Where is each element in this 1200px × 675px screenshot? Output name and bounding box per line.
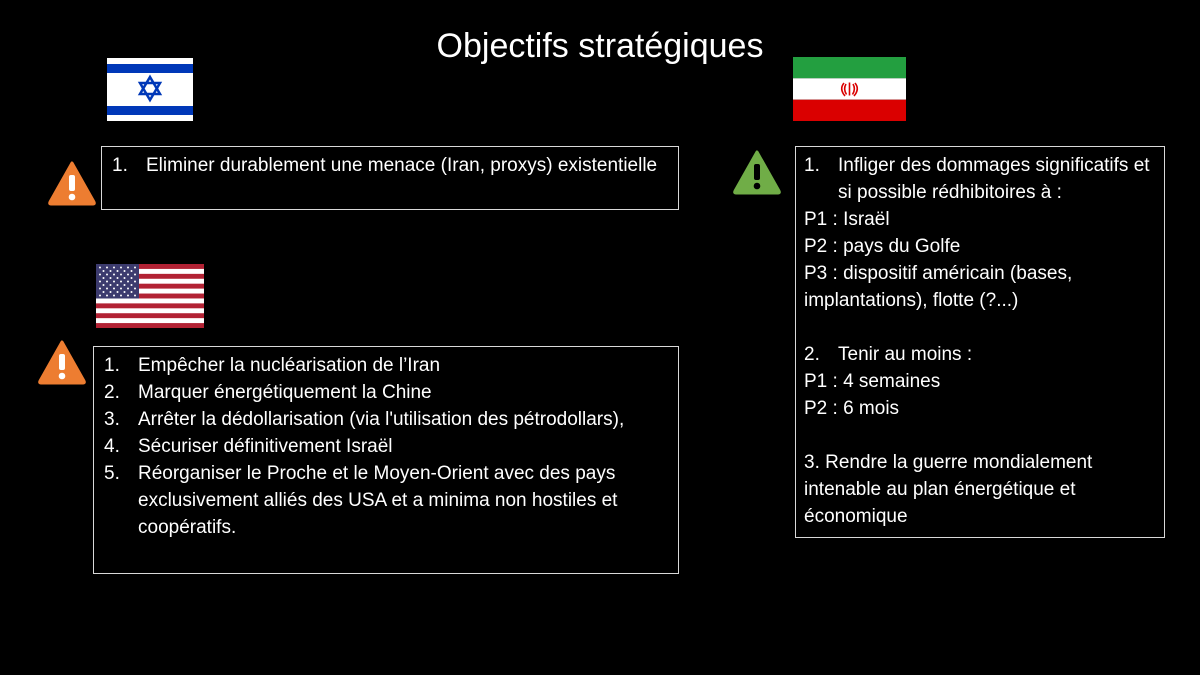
list-number: 5. xyxy=(104,463,120,484)
iran-objectives-list-2 xyxy=(804,341,1156,368)
list-text: Infliger des dommages significatifs et si possible rédhibitoires à : xyxy=(838,155,1150,203)
list-text: Sécuriser définitivement Israël xyxy=(138,436,393,457)
list-number: 1. xyxy=(112,155,128,176)
priority-line: P2 : 6 mois xyxy=(804,398,900,419)
warning-triangle-icon xyxy=(732,149,782,195)
warning-triangle-icon xyxy=(47,160,97,206)
list-text: Marquer énergétiquement la Chine xyxy=(138,382,432,403)
list-text: Eliminer durablement une menace (Iran, proxys) existentielle xyxy=(146,155,658,176)
list-item xyxy=(104,460,666,541)
list-item xyxy=(112,152,668,179)
usa-objectives-list xyxy=(104,352,666,541)
usa-flag xyxy=(96,264,204,328)
list-text: Réorganiser le Proche et le Moyen-Orient avec des pays exclusivement alliés des USA et a minima non hostiles et coopératifs. xyxy=(138,463,618,538)
priority-line: P1 : Israël xyxy=(804,209,890,230)
iran-objectives-list xyxy=(804,152,1156,206)
iran-objectives-box xyxy=(795,146,1165,538)
priority-line: P3 : dispositif américain (bases, implantations), flotte (?...) xyxy=(804,263,1073,311)
priority-line: P1 : 4 semaines xyxy=(804,371,941,392)
list-item xyxy=(804,152,1156,206)
iran-flag xyxy=(793,57,906,121)
list-item xyxy=(104,433,666,460)
warning-triangle-icon xyxy=(37,339,87,385)
israel-flag xyxy=(107,58,193,121)
list-number: 1. xyxy=(104,355,120,376)
priority-line: P2 : pays du Golfe xyxy=(804,236,961,257)
list-text: Empêcher la nucléarisation de l’Iran xyxy=(138,355,441,376)
slide-title: Objectifs stratégiques xyxy=(436,27,764,65)
israel-objectives-list xyxy=(112,152,668,179)
spacer xyxy=(804,422,1156,449)
list-item xyxy=(104,406,666,433)
list-number: 4. xyxy=(104,436,120,457)
list-item xyxy=(804,341,1156,368)
list-number: 3. xyxy=(104,409,120,430)
usa-objectives-box xyxy=(93,346,679,574)
list-number: 2. xyxy=(804,344,820,365)
list-item xyxy=(104,352,666,379)
list-number: 1. xyxy=(804,155,820,176)
israel-objectives-box xyxy=(101,146,679,210)
spacer xyxy=(804,314,1156,341)
objective-item-3: 3. Rendre la guerre mondialement intenable au plan énergétique et économique xyxy=(804,452,1093,527)
list-item xyxy=(104,379,666,406)
list-number: 2. xyxy=(104,382,120,403)
list-text: Tenir au moins : xyxy=(838,344,973,365)
list-text: Arrêter la dédollarisation (via l'utilisation des pétrodollars), xyxy=(138,409,625,430)
